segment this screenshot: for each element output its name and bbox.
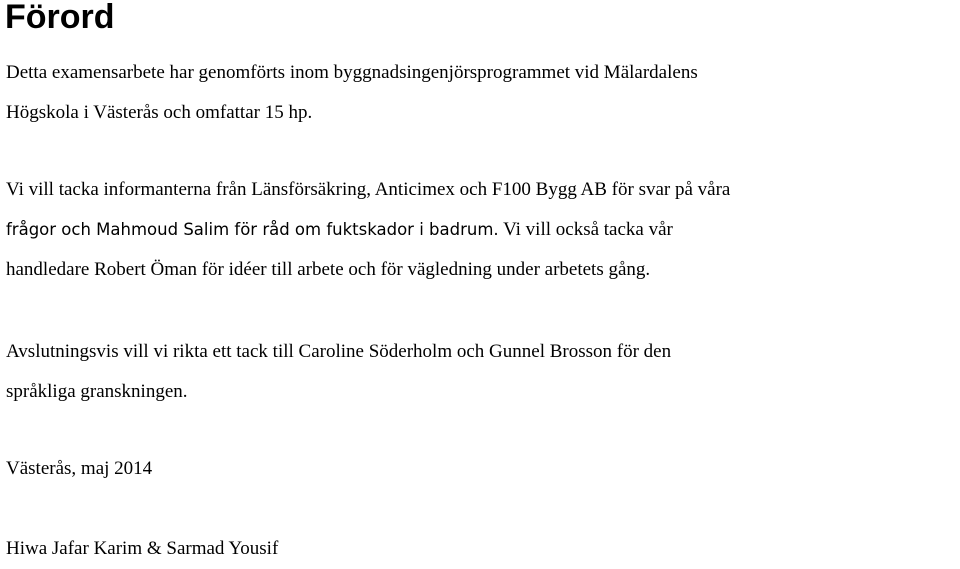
paragraph-text-sans: frågor och Mahmoud Salim för råd om fuktskador i badrum.: [6, 220, 499, 239]
paragraph-line: Vi vill tacka informanterna från Länsförsäkring, Anticimex och F100 Bygg AB för svar på våra: [6, 179, 731, 200]
paragraph-line: Detta examensarbete har genomförts inom byggnadsingenjörsprogrammet vid Mälardalens: [6, 62, 698, 83]
paragraph-line: språkliga granskningen.: [6, 381, 188, 402]
paragraph-text-serif: Vi vill också tacka vår: [498, 219, 673, 240]
closing-paragraph: [6, 332, 671, 412]
authors: Hiwa Jafar Karim & Sarmad Yousif: [6, 538, 279, 559]
paragraph-line: Avslutningsvis vill vi rikta ett tack till Caroline Söderholm och Gunnel Brosson för den: [6, 341, 672, 362]
paragraph-line: [6, 210, 730, 250]
page-title: Förord: [5, 0, 115, 36]
paragraph-line: handledare Robert Öman för idéer till arbete och för vägledning under arbetets gång.: [6, 259, 651, 280]
intro-paragraph: [6, 53, 698, 133]
thanks-paragraph: [6, 170, 730, 290]
place-date: Västerås, maj 2014: [6, 458, 153, 479]
paragraph-line: Högskola i Västerås och omfattar 15 hp.: [6, 102, 313, 123]
